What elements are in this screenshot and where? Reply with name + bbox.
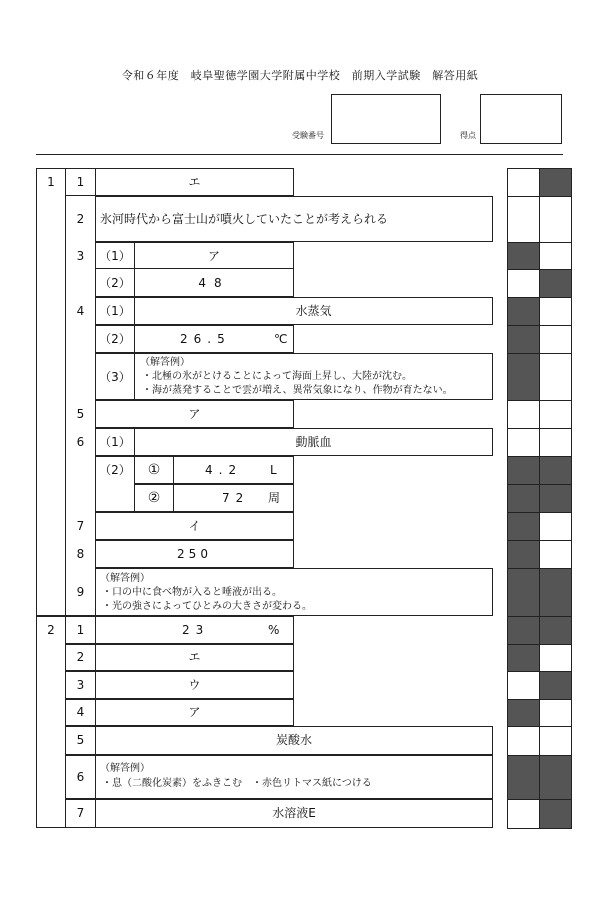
s1-q4-number: 4	[76, 304, 85, 318]
s1-q6-item2-value: 72	[222, 491, 250, 505]
score-cell	[539, 616, 572, 645]
score-label: 得点	[460, 131, 476, 140]
s1-q6-sub2-label: （2）	[99, 463, 131, 477]
score-cell	[507, 456, 540, 485]
score-cell	[507, 699, 540, 727]
score-cell	[539, 755, 572, 800]
s2-q6-head: （解答例）	[100, 763, 150, 774]
s1-q4-sub2-unit: ℃	[274, 332, 288, 346]
score-cell	[507, 726, 540, 756]
s1-q1-answer: エ	[188, 175, 201, 189]
s1-q3-sub2-label: （2）	[99, 276, 131, 290]
score-cell	[539, 168, 572, 197]
score-cell	[539, 644, 572, 672]
s2-q7-number: 7	[76, 806, 85, 820]
score-cell	[539, 540, 572, 569]
s2-q1-answer: 23	[182, 623, 210, 637]
s1-q1-number: 1	[76, 175, 85, 189]
score-cell	[539, 484, 572, 513]
score-cell	[539, 799, 572, 829]
score-cell	[539, 726, 572, 756]
s2-q6-number: 6	[76, 770, 85, 784]
score-cell	[507, 168, 540, 197]
s1-q6-item1-mark: ①	[147, 462, 161, 478]
s2-q2-answer: エ	[188, 650, 201, 664]
s1-q2-number: 2	[76, 212, 85, 226]
score-cell	[507, 799, 540, 829]
score-cell	[539, 568, 572, 617]
s1-q9-number: 9	[76, 585, 85, 599]
s1-q5-answer: ア	[188, 407, 201, 421]
s1-q9-head: （解答例）	[100, 573, 150, 584]
score-cell	[539, 269, 572, 298]
s1-q2-answer: 氷河時代から富士山が噴火していたことが考えられる	[100, 212, 389, 226]
score-cell	[539, 325, 572, 354]
s1-q9-line2: ・光の強さによってひとみの大きさが変わる。	[102, 601, 312, 612]
score-cell	[507, 484, 540, 513]
score-grid	[507, 168, 571, 828]
score-box[interactable]	[480, 94, 562, 144]
s1-q9-line1: ・口の中に食べ物が入ると唾液が出る。	[102, 587, 282, 598]
score-cell	[539, 671, 572, 700]
page-title: 令和６年度 岐阜聖徳学園大学附属中学校 前期入学試験 解答用紙	[121, 69, 479, 82]
score-cell	[539, 428, 572, 457]
s1-q6-item2-unit: 周	[268, 491, 281, 505]
exam-number-box[interactable]	[331, 94, 441, 144]
s1-q3-sub1-answer: ア	[207, 249, 220, 263]
section1-number: 1	[47, 175, 55, 189]
s1-q5-number: 5	[76, 407, 85, 421]
s1-q4-sub3-line1: ・北極の氷がとけることによって海面上昇し、大陸が沈む。	[142, 371, 412, 382]
s1-q6-number: 6	[76, 435, 85, 449]
score-cell	[507, 616, 540, 645]
score-cell	[507, 297, 540, 326]
score-cell	[539, 196, 572, 243]
exam-number-label: 受験番号	[292, 131, 324, 140]
score-cell	[539, 699, 572, 727]
s2-q5-number: 5	[76, 733, 85, 747]
s1-q4-sub1-label: （1）	[99, 304, 131, 318]
s2-q6-line1: ・息（二酸化炭素）をふきこむ ・赤色リトマス紙につける	[102, 778, 372, 789]
score-cell	[539, 297, 572, 326]
score-cell	[507, 671, 540, 700]
s2-q5-answer: 炭酸水	[275, 733, 312, 747]
s1-q4-sub1-answer: 水蒸気	[295, 304, 332, 318]
score-cell	[539, 353, 572, 401]
s1-q6-sub1-label: （1）	[99, 435, 131, 449]
s2-q3-number: 3	[76, 678, 85, 692]
score-cell	[539, 456, 572, 485]
s2-q4-number: 4	[76, 705, 85, 719]
s2-q2-number: 2	[76, 650, 85, 664]
s1-q6-item2-mark: ②	[147, 490, 161, 506]
s2-q7-answer: 水溶液E	[272, 806, 316, 820]
s1-q7-number: 7	[76, 519, 85, 533]
s1-q7-answer: イ	[188, 519, 201, 533]
score-cell	[507, 242, 540, 270]
section2-number: 2	[47, 623, 55, 637]
s1-q8-number: 8	[76, 547, 85, 561]
s1-q3-number: 3	[76, 249, 85, 263]
score-cell	[507, 353, 540, 401]
s2-q1-number: 1	[76, 623, 85, 637]
s1-q6-item1-unit: L	[270, 463, 277, 477]
s2-q1-unit: %	[268, 623, 280, 637]
score-cell	[539, 242, 572, 270]
s1-q6-sub1-answer: 動脈血	[295, 435, 332, 449]
score-cell	[507, 568, 540, 617]
s1-q4-sub2-answer: 26.5	[180, 332, 231, 346]
score-cell	[507, 196, 540, 243]
header-divider	[36, 154, 563, 155]
s1-q4-sub3-line2: ・海が蒸発することで雲が増え、異常気象になり、作物が育たない。	[142, 385, 453, 396]
s2-q4-answer: ア	[188, 705, 201, 719]
s2-q3-answer: ウ	[188, 678, 201, 692]
s1-q4-sub3-head: （解答例）	[140, 357, 190, 368]
score-cell	[507, 400, 540, 429]
s1-q8-answer: 250	[177, 547, 212, 561]
score-cell	[507, 644, 540, 672]
s1-q4-sub3-label: （3）	[99, 370, 131, 384]
score-cell	[507, 325, 540, 354]
score-cell	[507, 512, 540, 541]
score-cell	[539, 400, 572, 429]
score-cell	[539, 512, 572, 541]
s1-q3-sub2-answer: 48	[198, 276, 230, 290]
score-cell	[507, 428, 540, 457]
score-cell	[507, 540, 540, 569]
score-cell	[507, 755, 540, 800]
s1-q6-item1-value: 4.2	[205, 463, 243, 477]
score-cell	[507, 269, 540, 298]
s1-q3-sub1-label: （1）	[99, 249, 131, 263]
s1-q4-sub2-label: （2）	[99, 332, 131, 346]
